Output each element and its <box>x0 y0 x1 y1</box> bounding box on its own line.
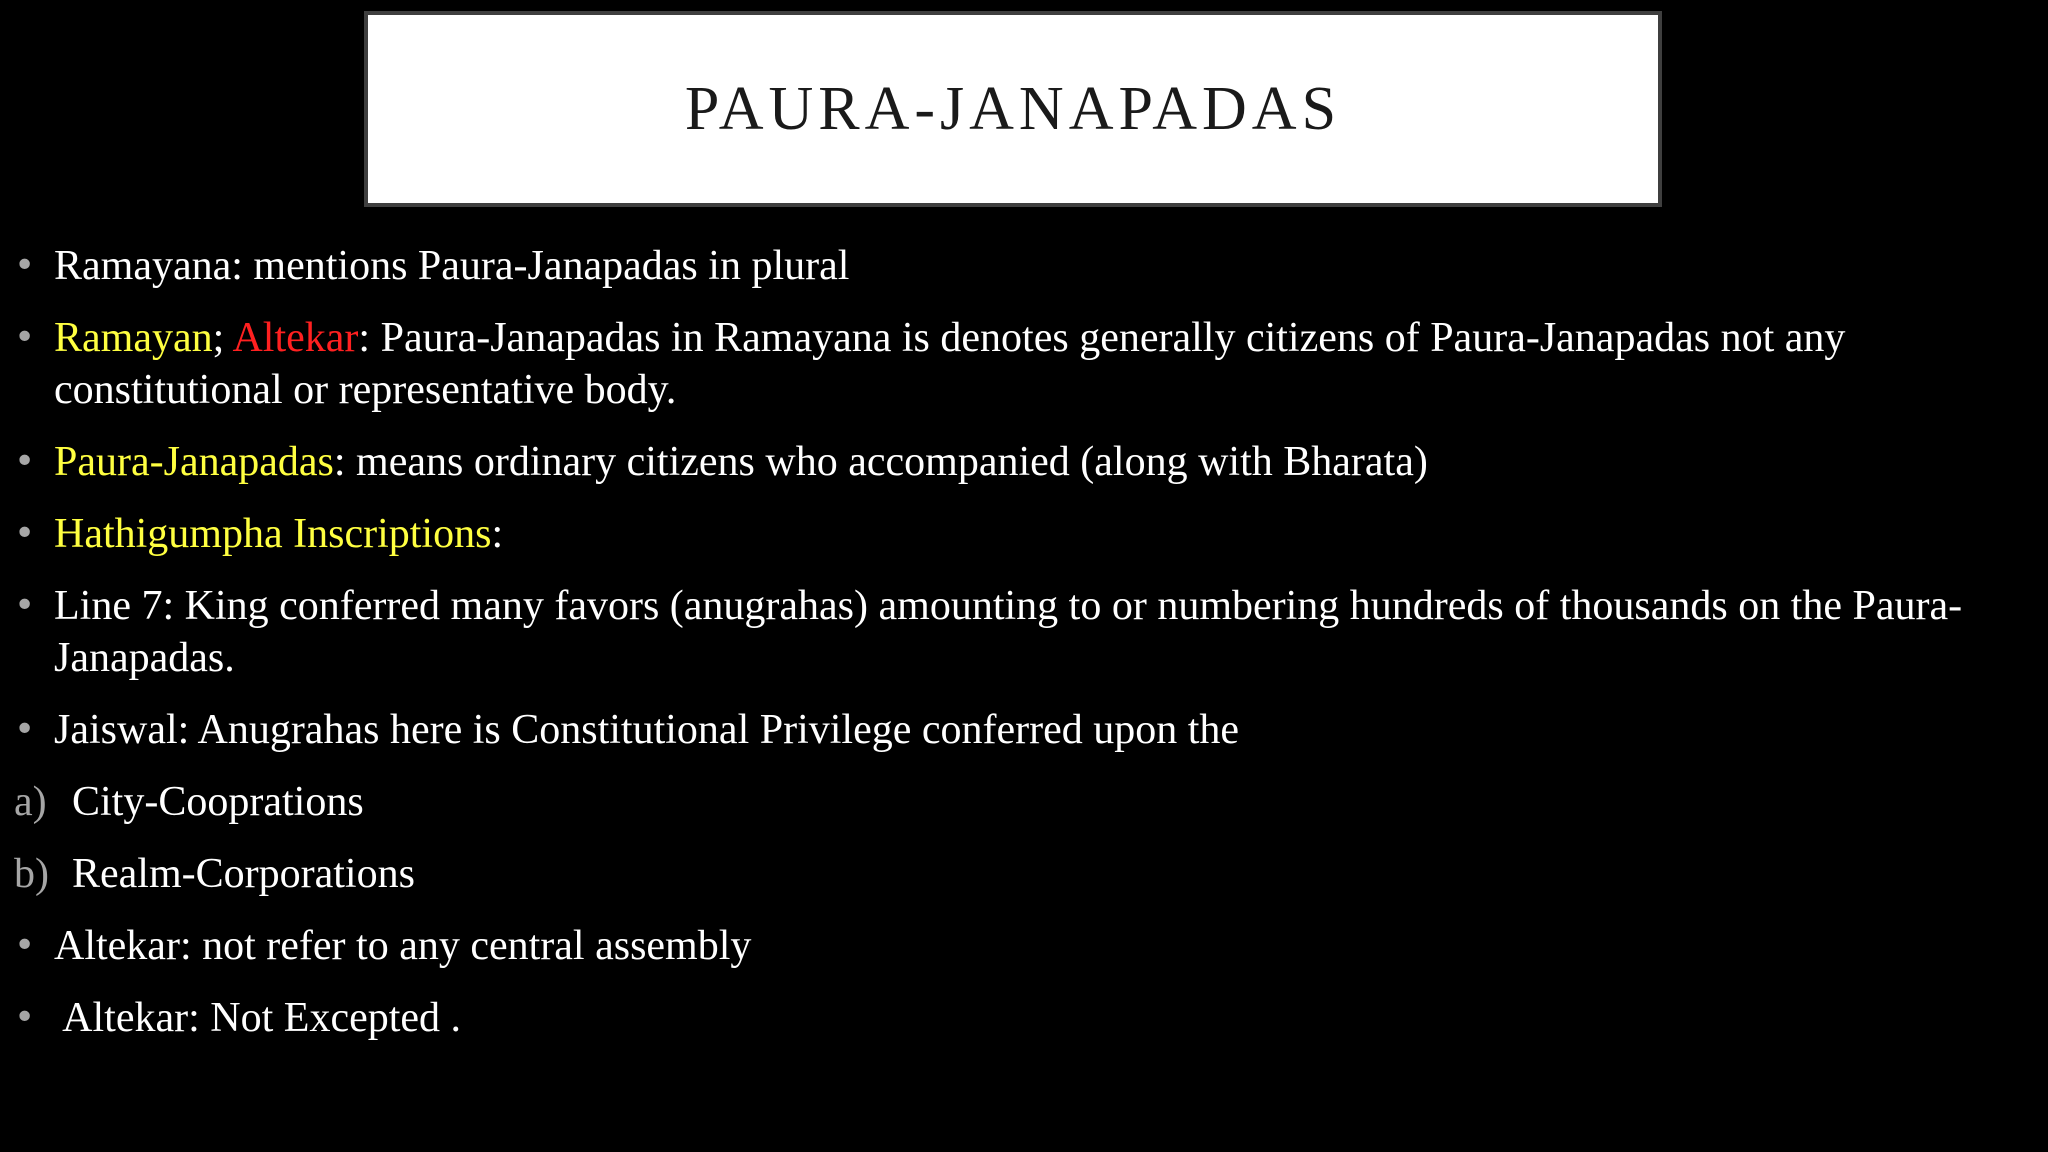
separator: ; <box>212 315 233 361</box>
list-item <box>0 704 2048 756</box>
list-item <box>0 992 2048 1044</box>
item-text: Line 7: King conferred many favors (anugrahas) amounting to or numbering hundreds of thousands on the Paura-Janapadas. <box>54 583 1963 681</box>
bullet-marker: • <box>14 925 36 966</box>
highlight-term: Hathigumpha Inscriptions <box>54 511 492 557</box>
item-text: Jaiswal: Anugrahas here is Constitutional Privilege conferred upon the <box>54 707 1240 753</box>
list-item <box>0 436 2048 488</box>
bullet-marker: • <box>14 245 36 286</box>
highlight-term: Altekar <box>232 315 359 361</box>
letter-marker: a) <box>14 779 47 825</box>
item-text: Realm-Corporations <box>72 851 415 897</box>
slide-title: PAURA-JANAPADAS <box>684 74 1342 143</box>
bullet-marker: • <box>14 997 36 1038</box>
item-text: City-Cooprations <box>72 779 364 825</box>
list-item <box>0 580 2048 684</box>
bullet-marker: • <box>14 513 36 554</box>
item-text: : Paura-Janapadas in Ramayana is denotes generally citizens of Paura-Janapadas not any constitutional or representative body. <box>54 315 1846 413</box>
item-text: Altekar: not refer to any central assembly <box>54 923 752 969</box>
title-box <box>364 11 1662 207</box>
bullet-marker: • <box>14 585 36 626</box>
item-text: Ramayana: mentions Paura-Janapadas in plural <box>54 243 850 289</box>
bullet-marker: • <box>14 709 36 750</box>
item-text: : means ordinary citizens who accompanied (along with Bharata) <box>333 439 1428 485</box>
letter-marker: b) <box>14 851 49 897</box>
highlight-term: Paura-Janapadas <box>54 439 334 485</box>
bullet-marker: • <box>14 441 36 482</box>
item-text: Altekar: Not Excepted . <box>54 995 462 1041</box>
list-item <box>0 920 2048 972</box>
highlight-term: Ramayan <box>54 315 213 361</box>
bullet-marker: • <box>14 317 36 358</box>
bullet-list <box>0 240 2048 1064</box>
item-text: : <box>491 511 504 557</box>
list-item <box>0 508 2048 560</box>
list-item <box>0 312 2048 416</box>
list-item <box>0 848 2048 900</box>
list-item <box>0 776 2048 828</box>
list-item <box>0 240 2048 292</box>
